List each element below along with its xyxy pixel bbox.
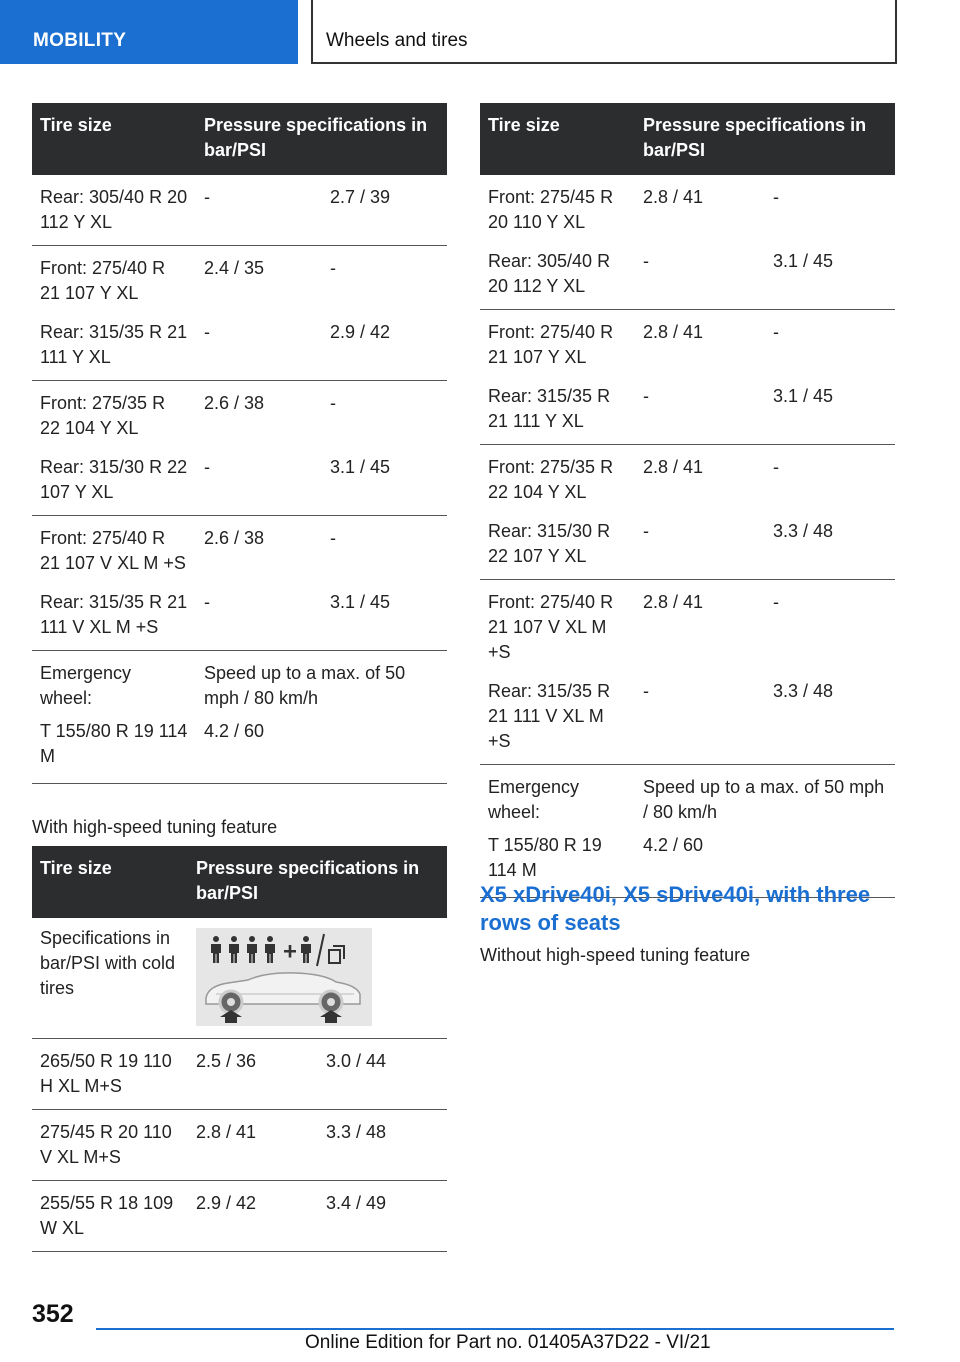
high-speed-note: With high-speed tuning feature xyxy=(32,817,278,837)
table-row: Rear: 315/35 R 21 111 Y XL - 2.9 / 42 xyxy=(32,320,447,381)
table-header xyxy=(480,103,895,175)
table-row: 275/45 R 20 110 V XL M+S 2.8 / 41 3.3 / 48 xyxy=(32,1110,447,1181)
table-row: Front: 275/35 R 22 104 Y XL 2.6 / 38 - xyxy=(40,393,336,438)
table-row xyxy=(480,765,895,834)
table-row: Front: 275/40 R 21 107 Y XL 2.8 / 41 - xyxy=(488,322,779,367)
emergency-label: Emergency wheel: xyxy=(488,777,580,822)
table-row: Front: 275/45 R 20 110 Y XL 2.8 / 41 - xyxy=(488,187,779,232)
table-row: Rear: 315/35 R 21 111 V XL M +S - 3.1 / 45 xyxy=(32,590,447,651)
table-row xyxy=(32,651,447,720)
section-heading: X5 xDrive40i, X5 sDrive40i, with three rows of seats xyxy=(480,882,871,935)
header-tire-size: Tire size xyxy=(32,103,196,175)
spec-label: Specifications in bar/PSI with cold tires xyxy=(32,918,188,1039)
edition-text: Online Edition for Part no. 01405A37D22 - VI/21 xyxy=(305,1332,711,1353)
table-row: Rear: 305/40 R 20 112 Y XL - 3.1 / 45 xyxy=(480,249,895,310)
emergency-value: 4.2 / 60 xyxy=(196,719,447,784)
emergency-note: Speed up to a max. of 50 mph / 80 km/h xyxy=(643,777,885,822)
emergency-value: 4.2 / 60 xyxy=(635,833,895,898)
table-row xyxy=(32,719,447,784)
header-pressure: Pressure specifications in bar/PSI xyxy=(196,103,447,175)
vehicle-load-diagram xyxy=(196,928,372,1026)
page-number: 352 xyxy=(32,1300,74,1328)
tire-pressure-table-left xyxy=(32,103,447,784)
emergency-label: Emergency wheel: xyxy=(40,663,132,708)
vehicle-load-icon xyxy=(196,928,372,1026)
tire-pressure-table-right xyxy=(480,103,895,898)
table-row: Rear: 315/35 R 21 111 Y XL - 3.1 / 45 xyxy=(480,384,895,445)
table-row: Rear: 315/35 R 21 111 V XL M +S - 3.3 / 48 xyxy=(480,679,895,765)
table-row: 255/55 R 18 109 W XL 2.9 / 42 3.4 / 49 xyxy=(32,1181,447,1252)
table-header xyxy=(32,103,447,175)
section-tab xyxy=(0,0,298,64)
table-row: Front: 275/40 R 21 107 Y XL 2.4 / 35 - xyxy=(40,258,336,303)
header-tire-size: Tire size xyxy=(32,846,188,918)
section-subtitle: Without high-speed tuning feature xyxy=(480,945,751,965)
chapter-title: Wheels and tires xyxy=(326,30,468,51)
table-row: Rear: 315/30 R 22 107 Y XL - 3.3 / 48 xyxy=(480,519,895,580)
table-row: Front: 275/40 R 21 107 V XL M +S 2.8 / 41 - xyxy=(488,592,779,662)
emergency-size: T 155/80 R 19 114 M xyxy=(480,833,635,898)
header-tire-size: Tire size xyxy=(480,103,635,175)
table-row xyxy=(32,918,447,1039)
table-row: Rear: 305/40 R 20 112 Y XL - 2.7 / 39 xyxy=(32,175,447,246)
table-header xyxy=(32,846,447,918)
table-row: Front: 275/35 R 22 104 Y XL 2.8 / 41 - xyxy=(488,457,779,502)
table-row: Front: 275/40 R 21 107 V XL M +S 2.6 / 38 - xyxy=(40,528,336,573)
footer-divider xyxy=(96,1328,894,1330)
table-row: Rear: 315/30 R 22 107 Y XL - 3.1 / 45 xyxy=(32,455,447,516)
header-pressure: Pressure specifications in bar/PSI xyxy=(188,846,447,918)
tire-pressure-table-high-speed xyxy=(32,846,447,1252)
emergency-note: Speed up to a max. of 50 mph / 80 km/h xyxy=(204,663,406,708)
section-title: MOBILITY xyxy=(33,30,127,51)
emergency-size: T 155/80 R 19 114 M xyxy=(32,719,196,784)
chapter-tab xyxy=(311,0,897,64)
table-row: 265/50 R 19 110 H XL M+S 2.5 / 36 3.0 / 44 xyxy=(32,1039,447,1110)
header-pressure: Pressure specifications in bar/PSI xyxy=(635,103,895,175)
